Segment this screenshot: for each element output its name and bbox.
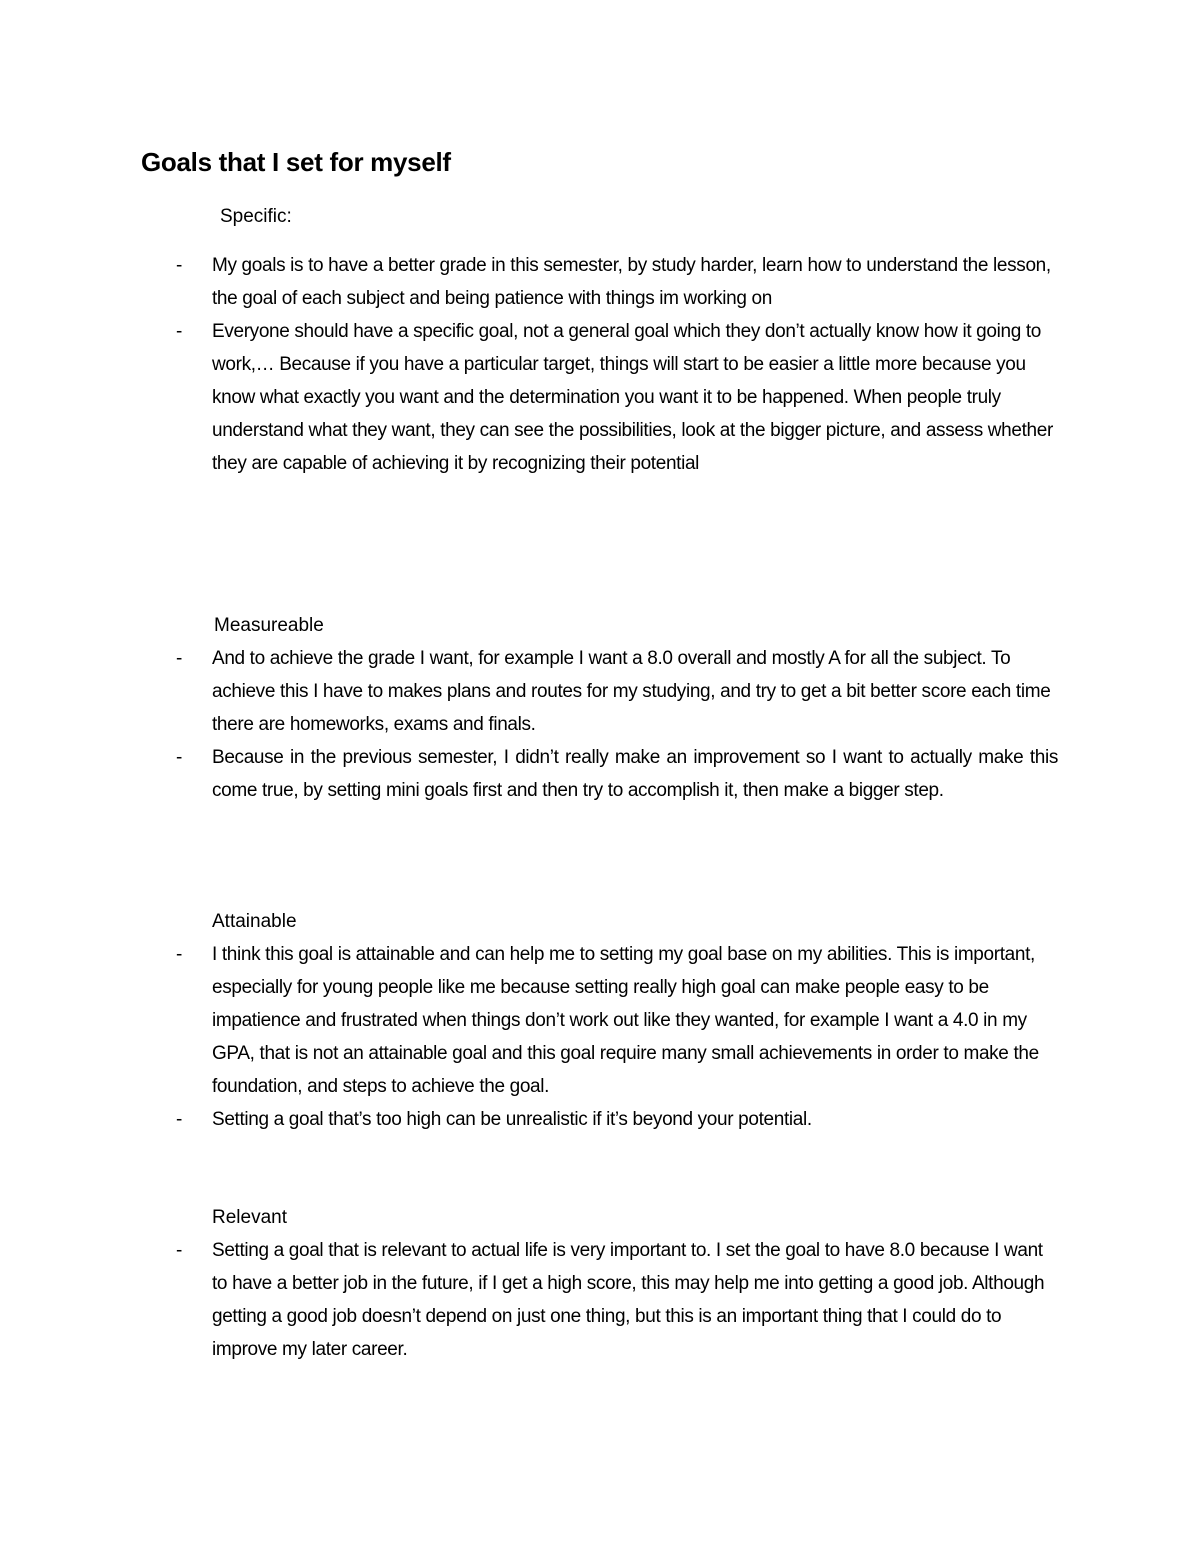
bullet-text: Because in the previous semester, I didn’t really make an improvement so I want to actually make this come true, by setting mini goals first and then try to accomplish it, then make a bigger step.: [212, 747, 1058, 801]
bullet-text: I think this goal is attainable and can help me to setting my goal base on my abilities. This is important, especially for young people like me because setting really high goal can make people easy to be impatience and frustrated when things don’t work out like they wanted, for example I want a 4.0 in my GPA, that is not an attainable goal and this goal require many small achievements in order to make the foundation, and steps to achieve the goal.: [212, 944, 1039, 1097]
bullet-marker: -: [176, 1240, 183, 1261]
bullet-list-measureable: [0, 642, 1200, 807]
bullet-marker: -: [176, 321, 183, 342]
bullet-marker: -: [176, 944, 183, 965]
list-item: [0, 741, 1200, 807]
bullet-list-relevant: [0, 1234, 1200, 1366]
bullet-text: Everyone should have a specific goal, not a general goal which they don’t actually know how it going to work,… Because if you have a particular target, things will start to be easier a little more because you know what exactly you want and the determination you want it to be happened. When people truly understand what they want, they can see the possibilities, look at the bigger picture, and assess whether they are capable of achieving it by recognizing their potential: [212, 321, 1053, 474]
section-heading-specific: Specific:: [220, 206, 292, 227]
list-item: [0, 1103, 1200, 1136]
bullet-marker: -: [176, 255, 183, 276]
bullet-list-specific: [0, 249, 1200, 480]
bullet-text: Setting a goal that is relevant to actual life is very important to. I set the goal to have 8.0 because I want to have a better job in the future, if I get a high score, this may help me into getting a good job. Although getting a good job doesn’t depend on just one thing, but this is an important thing that I could do to improve my later career.: [212, 1240, 1045, 1360]
bullet-list-attainable: [0, 938, 1200, 1136]
section-heading-measureable: Measureable: [214, 615, 324, 636]
list-item: [0, 1234, 1200, 1366]
section-heading-relevant: Relevant: [212, 1207, 287, 1228]
bullet-text: My goals is to have a better grade in this semester, by study harder, learn how to understand the lesson, the goal of each subject and being patience with things im working on: [212, 255, 1051, 309]
bullet-marker: -: [176, 648, 183, 669]
list-item: [0, 315, 1200, 480]
bullet-marker: -: [176, 747, 183, 768]
list-item: [0, 249, 1200, 315]
list-item: [0, 642, 1200, 741]
list-item: [0, 938, 1200, 1103]
bullet-text: And to achieve the grade I want, for example I want a 8.0 overall and mostly A for all the subject. To achieve this I have to makes plans and routes for my studying, and try to get a bit better score each time there are homeworks, exams and finals.: [212, 648, 1051, 735]
section-heading-attainable: Attainable: [212, 911, 297, 932]
document-title: Goals that I set for myself: [141, 147, 451, 177]
bullet-marker: -: [176, 1109, 183, 1130]
bullet-text: Setting a goal that’s too high can be unrealistic if it’s beyond your potential.: [212, 1109, 812, 1130]
